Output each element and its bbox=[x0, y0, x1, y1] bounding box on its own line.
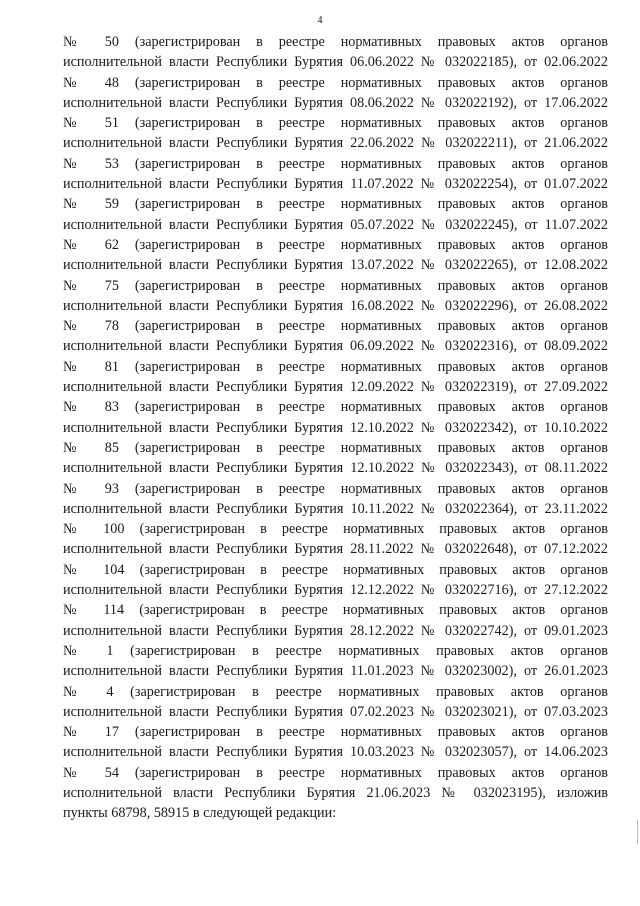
text-line: исполнительной власти Республики Бурятия 22.06.2022 № 032022211), от 21.06.2022 bbox=[63, 135, 608, 152]
text-line: № 83 (зарегистрирован в реестре нормативных правовых актов органов bbox=[63, 399, 608, 416]
page-number: 4 bbox=[317, 15, 323, 26]
text-line: исполнительной власти Республики Бурятия 11.07.2022 № 032022254), от 01.07.2022 bbox=[63, 176, 608, 193]
text-line: исполнительной власти Республики Бурятия 12.10.2022 № 032022343), от 08.11.2022 bbox=[63, 460, 608, 477]
text-line: исполнительной власти Республики Бурятия 12.09.2022 № 032022319), от 27.09.2022 bbox=[63, 379, 608, 396]
text-line: № 53 (зарегистрирован в реестре нормативных правовых актов органов bbox=[63, 155, 608, 172]
text-line: № 48 (зарегистрирован в реестре нормативных правовых актов органов bbox=[63, 74, 608, 91]
text-line: № 81 (зарегистрирован в реестре нормативных правовых актов органов bbox=[63, 358, 608, 375]
text-line: № 85 (зарегистрирован в реестре нормативных правовых актов органов bbox=[63, 439, 608, 456]
text-line: исполнительной власти Республики Бурятия 05.07.2022 № 032022245), от 11.07.2022 bbox=[63, 216, 608, 233]
text-line: исполнительной власти Республики Бурятия 12.12.2022 № 032022716), от 27.12.2022 bbox=[63, 582, 608, 599]
text-line: исполнительной власти Республики Бурятия 13.07.2022 № 032022265), от 12.08.2022 bbox=[63, 257, 608, 274]
text-line: исполнительной власти Республики Бурятия 10.11.2022 № 032022364), от 23.11.2022 bbox=[63, 500, 608, 517]
text-line: исполнительной власти Республики Бурятия 28.11.2022 № 032022648), от 07.12.2022 bbox=[63, 541, 608, 558]
text-line: № 75 (зарегистрирован в реестре нормативных правовых актов органов bbox=[63, 277, 608, 294]
text-line: № 104 (зарегистрирован в реестре нормативных правовых актов органов bbox=[63, 561, 608, 578]
text-line: исполнительной власти Республики Бурятия 28.12.2022 № 032022742), от 09.01.2023 bbox=[63, 622, 608, 639]
text-line: исполнительной власти Республики Бурятия 10.03.2023 № 032023057), от 14.06.2023 bbox=[63, 744, 608, 761]
text-line: исполнительной власти Республики Бурятия 11.01.2023 № 032023002), от 26.01.2023 bbox=[63, 663, 608, 680]
text-line: № 54 (зарегистрирован в реестре нормативных правовых актов органов bbox=[63, 764, 608, 781]
text-line: исполнительной власти Республики Бурятия 16.08.2022 № 032022296), от 26.08.2022 bbox=[63, 297, 608, 314]
text-line: исполнительной власти Республики Бурятия 06.06.2022 № 032022185), от 02.06.2022 bbox=[63, 54, 608, 71]
text-line: исполнительной власти Республики Бурятия 12.10.2022 № 032022342), от 10.10.2022 bbox=[63, 419, 608, 436]
text-line: № 93 (зарегистрирован в реестре нормативных правовых актов органов bbox=[63, 480, 608, 497]
text-line: № 78 (зарегистрирован в реестре нормативных правовых актов органов bbox=[63, 318, 608, 335]
text-line: исполнительной власти Республики Бурятия 21.06.2023 № 032023195), изложив bbox=[63, 784, 608, 801]
text-line: № 100 (зарегистрирован в реестре нормативных правовых актов органов bbox=[63, 521, 608, 538]
text-line: № 114 (зарегистрирован в реестре нормативных правовых актов органов bbox=[63, 602, 608, 619]
text-line: № 51 (зарегистрирован в реестре нормативных правовых актов органов bbox=[63, 115, 608, 132]
text-line: № 62 (зарегистрирован в реестре нормативных правовых актов органов bbox=[63, 236, 608, 253]
text-line: № 17 (зарегистрирован в реестре нормативных правовых актов органов bbox=[63, 724, 608, 741]
text-line: исполнительной власти Республики Бурятия 07.02.2023 № 032023021), от 07.03.2023 bbox=[63, 703, 608, 720]
text-line: исполнительной власти Республики Бурятия 08.06.2022 № 032022192), от 17.06.2022 bbox=[63, 94, 608, 111]
text-line: № 59 (зарегистрирован в реестре нормативных правовых актов органов bbox=[63, 196, 608, 213]
text-line: исполнительной власти Республики Бурятия 06.09.2022 № 032022316), от 08.09.2022 bbox=[63, 338, 608, 355]
text-line: пункты 68798, 58915 в следующей редакции: bbox=[63, 805, 337, 822]
text-line: № 4 (зарегистрирован в реестре нормативных правовых актов органов bbox=[63, 683, 608, 700]
text-line: № 1 (зарегистрирован в реестре нормативных правовых актов органов bbox=[63, 642, 608, 659]
scan-edge-mark bbox=[637, 820, 638, 844]
document-body bbox=[63, 32, 608, 824]
text-line: № 50 (зарегистрирован в реестре нормативных правовых актов органов bbox=[63, 34, 608, 50]
